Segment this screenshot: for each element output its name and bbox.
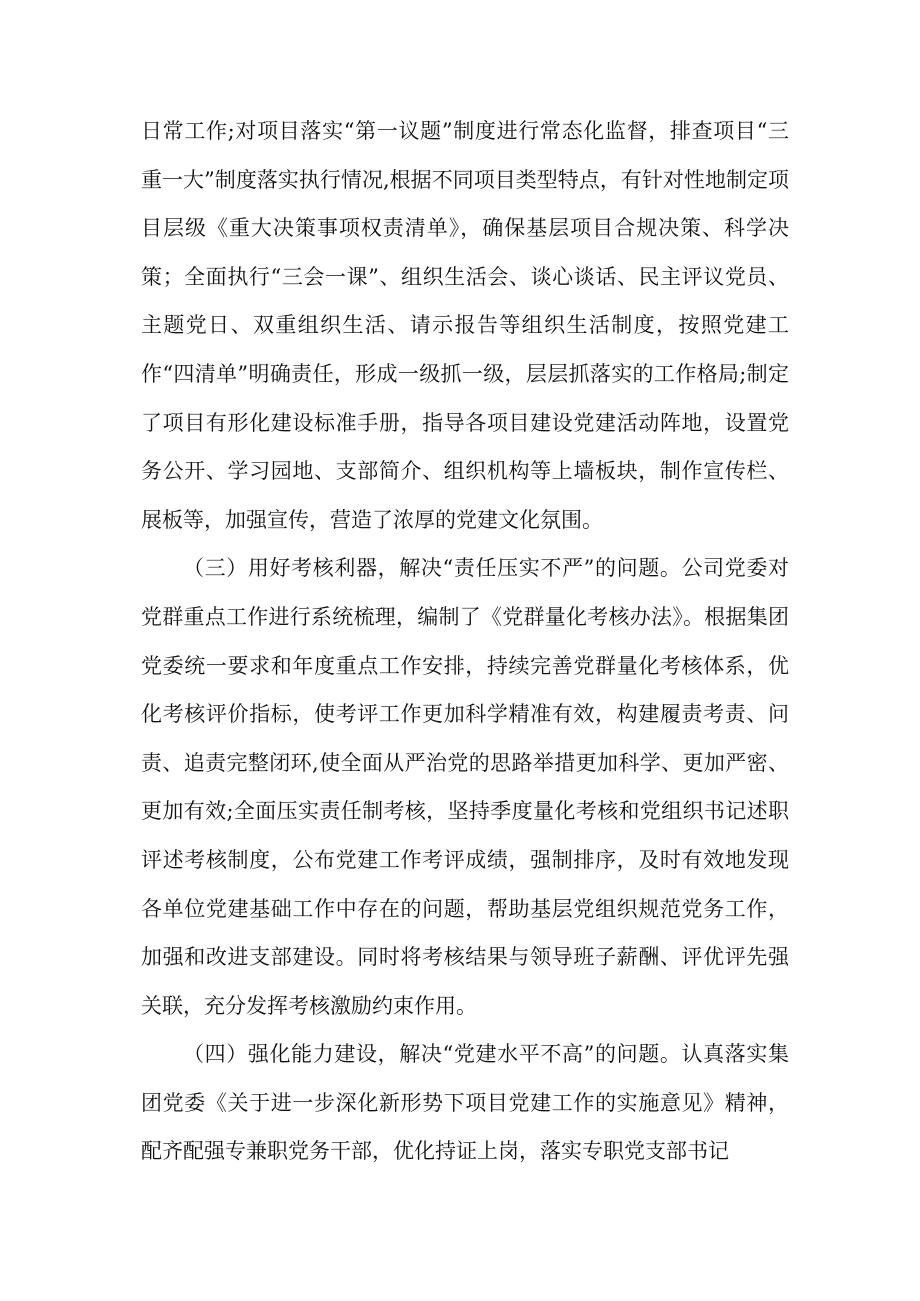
paragraph-section-four: （四）强化能力建设，解决“党建水平不高”的问题。认真落实集团党委《关于进一步深化新形势下项目党建工作的实施意见》精神，配齐配强专兼职党务干部，优化持证上岗，落实专职党支部书记 [141,1042,789,1164]
document-body [141,107,789,1176]
paragraph-continuation: 日常工作;对项目落实“第一议题”制度进行常态化监督，排查项目“三重一大”制度落实执行情况,根据不同项目类型特点，有针对性地制定项目层级《重大决策事项权责清单》，确保基层项目合规决策、科学决策；全面执行“三会一课”、组织生活会、谈心谈话、民主评议党员、主题党日、双重组织生活、请示报告等组织生活制度，按照党建工作“四清单”明确责任，形成一级抓一级，层层抓落实的工作格局;制定了项目有形化建设标准手册，指导各项目建设党建活动阵地，设置党务公开、学习园地、支部简介、组织机构等上墙板块，制作宣传栏、展板等，加强宣传，营造了浓厚的党建文化氛围。 [141,119,789,532]
paragraph-section-three: （三）用好考核利器，解决“责任压实不严”的问题。公司党委对党群重点工作进行系统梳理，编制了《党群量化考核办法》。根据集团党委统一要求和年度重点工作安排，持续完善党群量化考核体系，优化考核评价指标，使考评工作更加科学精准有效，构建履责考责、问责、追责完整闭环,使全面从严治党的思路举措更加科学、更加严密、更加有效;全面压实责任制考核，坚持季度量化考核和党组织书记述职评述考核制度，公布党建工作考评成绩，强制排序，及时有效地发现各单位党建基础工作中存在的问题，帮助基层党组织规范党务工作，加强和改进支部建设。同时将考核结果与领导班子薪酬、评优评先强关联，充分发挥考核激励约束作用。 [141,556,789,1018]
